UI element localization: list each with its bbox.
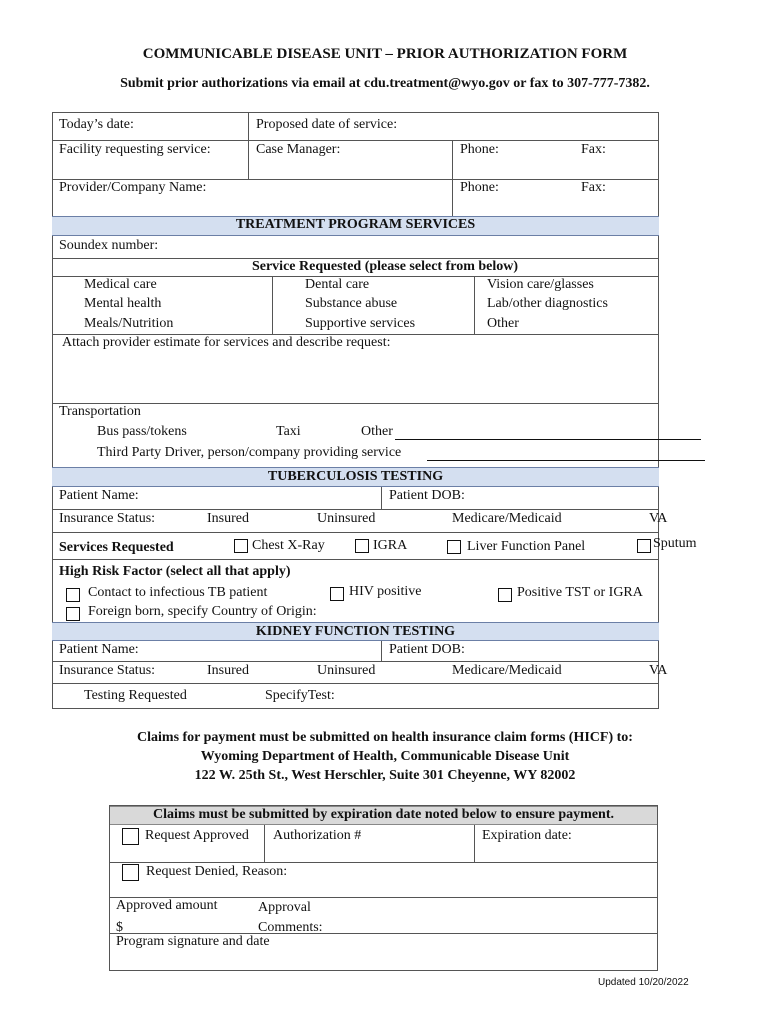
form-title: COMMUNICABLE DISEASE UNIT – PRIOR AUTHORIZATION FORM [142,46,628,62]
contact-tb-checkbox[interactable] [66,588,80,602]
third-party-line[interactable] [427,460,705,461]
liver-panel-label: Liver Function Panel [467,539,586,554]
approval-comments-field[interactable]: Comments: [258,920,323,935]
specify-test-field[interactable]: SpecifyTest: [265,688,335,703]
third-party-driver-field[interactable]: Third Party Driver, person/company providing service [97,445,402,460]
approval-comments-label: Approval [258,900,311,915]
tb-insured-option[interactable]: Insured [207,511,249,526]
form-subtitle: Submit prior authorizations via email at cdu.treatment@wyo.gov or fax to 307-777-7382. [120,76,650,91]
service-option[interactable]: Vision care/glasses [487,277,594,292]
dollar-sign[interactable]: $ [116,920,123,935]
tb-insurance-label: Insurance Status: [59,511,156,526]
liver-panel-checkbox[interactable] [447,540,461,554]
claims-line-1: Claims for payment must be submitted on health insurance claim forms (HICF) to: [137,730,633,745]
phone-field[interactable]: Phone: [460,142,499,157]
provider-name-field[interactable]: Provider/Company Name: [59,180,207,195]
kidney-va-option[interactable]: VA [649,663,668,678]
sputum-checkbox[interactable] [637,539,651,553]
proposed-date-field[interactable]: Proposed date of service: [256,117,398,132]
igra-checkbox[interactable] [355,539,369,553]
claims-line-2: Wyoming Department of Health, Communicable Disease Unit [200,749,570,764]
kidney-uninsured-option[interactable]: Uninsured [317,663,376,678]
attach-estimate-field[interactable]: Attach provider estimate for services and describe request: [62,335,391,350]
kidney-insurance-label: Insurance Status: [59,663,156,678]
chest-xray-checkbox[interactable] [234,539,248,553]
tb-medicare-option[interactable]: Medicare/Medicaid [452,511,562,526]
tb-va-option[interactable]: VA [649,511,668,526]
service-option[interactable]: Other [487,316,519,331]
positive-tst-label: Positive TST or IGRA [517,585,643,600]
request-denied-field[interactable]: Request Denied, Reason: [146,864,288,879]
case-manager-field[interactable]: Case Manager: [256,142,341,157]
service-option[interactable]: Supportive services [305,316,416,331]
sputum-label: Sputum [653,536,697,551]
transport-other-line[interactable] [395,439,701,440]
high-risk-label: High Risk Factor (select all that apply) [59,564,291,579]
service-option[interactable]: Mental health [84,296,162,311]
tb-uninsured-option[interactable]: Uninsured [317,511,376,526]
chest-xray-label: Chest X-Ray [252,538,325,553]
request-denied-checkbox[interactable] [122,864,139,881]
tb-patient-name-field[interactable]: Patient Name: [59,488,139,503]
service-option[interactable]: Lab/other diagnostics [487,296,608,311]
fax-field[interactable]: Fax: [581,142,606,157]
igra-label: IGRA [373,538,408,553]
service-option[interactable]: Dental care [305,277,370,292]
provider-fax-field[interactable]: Fax: [581,180,606,195]
tb-heading: TUBERCULOSIS TESTING [267,469,444,484]
kidney-insured-option[interactable]: Insured [207,663,249,678]
todays-date-field[interactable]: Today’s date: [59,117,134,132]
soundex-field[interactable]: Soundex number: [59,238,159,253]
expiration-date-field[interactable]: Expiration date: [482,828,572,843]
kidney-patient-dob-field[interactable]: Patient DOB: [389,642,465,657]
authorization-number-field[interactable]: Authorization # [273,828,362,843]
service-requested-heading: Service Requested (please select from below) [251,259,519,274]
request-approved-label: Request Approved [145,828,249,843]
office-heading: Claims must be submitted by expiration date noted below to ensure payment. [153,807,614,822]
positive-tst-checkbox[interactable] [498,588,512,602]
foreign-born-label: Foreign born, specify Country of Origin: [88,604,317,619]
tb-patient-dob-field[interactable]: Patient DOB: [389,488,465,503]
kidney-patient-name-field[interactable]: Patient Name: [59,642,139,657]
approved-amount-label: Approved amount [116,898,218,913]
service-option[interactable]: Meals/Nutrition [84,316,174,331]
updated-date: Updated 10/20/2022 [598,977,689,988]
testing-requested-label: Testing Requested [84,688,187,703]
provider-phone-field[interactable]: Phone: [460,180,499,195]
treatment-heading: TREATMENT PROGRAM SERVICES [235,217,476,232]
service-option[interactable]: Substance abuse [305,296,398,311]
transport-other-option[interactable]: Other [361,424,393,439]
facility-field[interactable]: Facility requesting service: [59,142,211,157]
kidney-heading: KIDNEY FUNCTION TESTING [255,624,456,639]
hiv-checkbox[interactable] [330,587,344,601]
contact-tb-label: Contact to infectious TB patient [88,585,268,600]
transportation-label: Transportation [59,404,141,419]
tb-services-label: Services Requested [59,540,174,555]
hiv-label: HIV positive [349,584,422,599]
taxi-option[interactable]: Taxi [276,424,301,439]
request-approved-checkbox[interactable] [122,828,139,845]
program-signature-field[interactable]: Program signature and date [116,934,270,949]
foreign-born-checkbox[interactable] [66,607,80,621]
kidney-medicare-option[interactable]: Medicare/Medicaid [452,663,562,678]
claims-line-3: 122 W. 25th St., West Herschler, Suite 301 Cheyenne, WY 82002 [194,768,576,783]
service-option[interactable]: Medical care [84,277,157,292]
bus-pass-option[interactable]: Bus pass/tokens [97,424,187,439]
